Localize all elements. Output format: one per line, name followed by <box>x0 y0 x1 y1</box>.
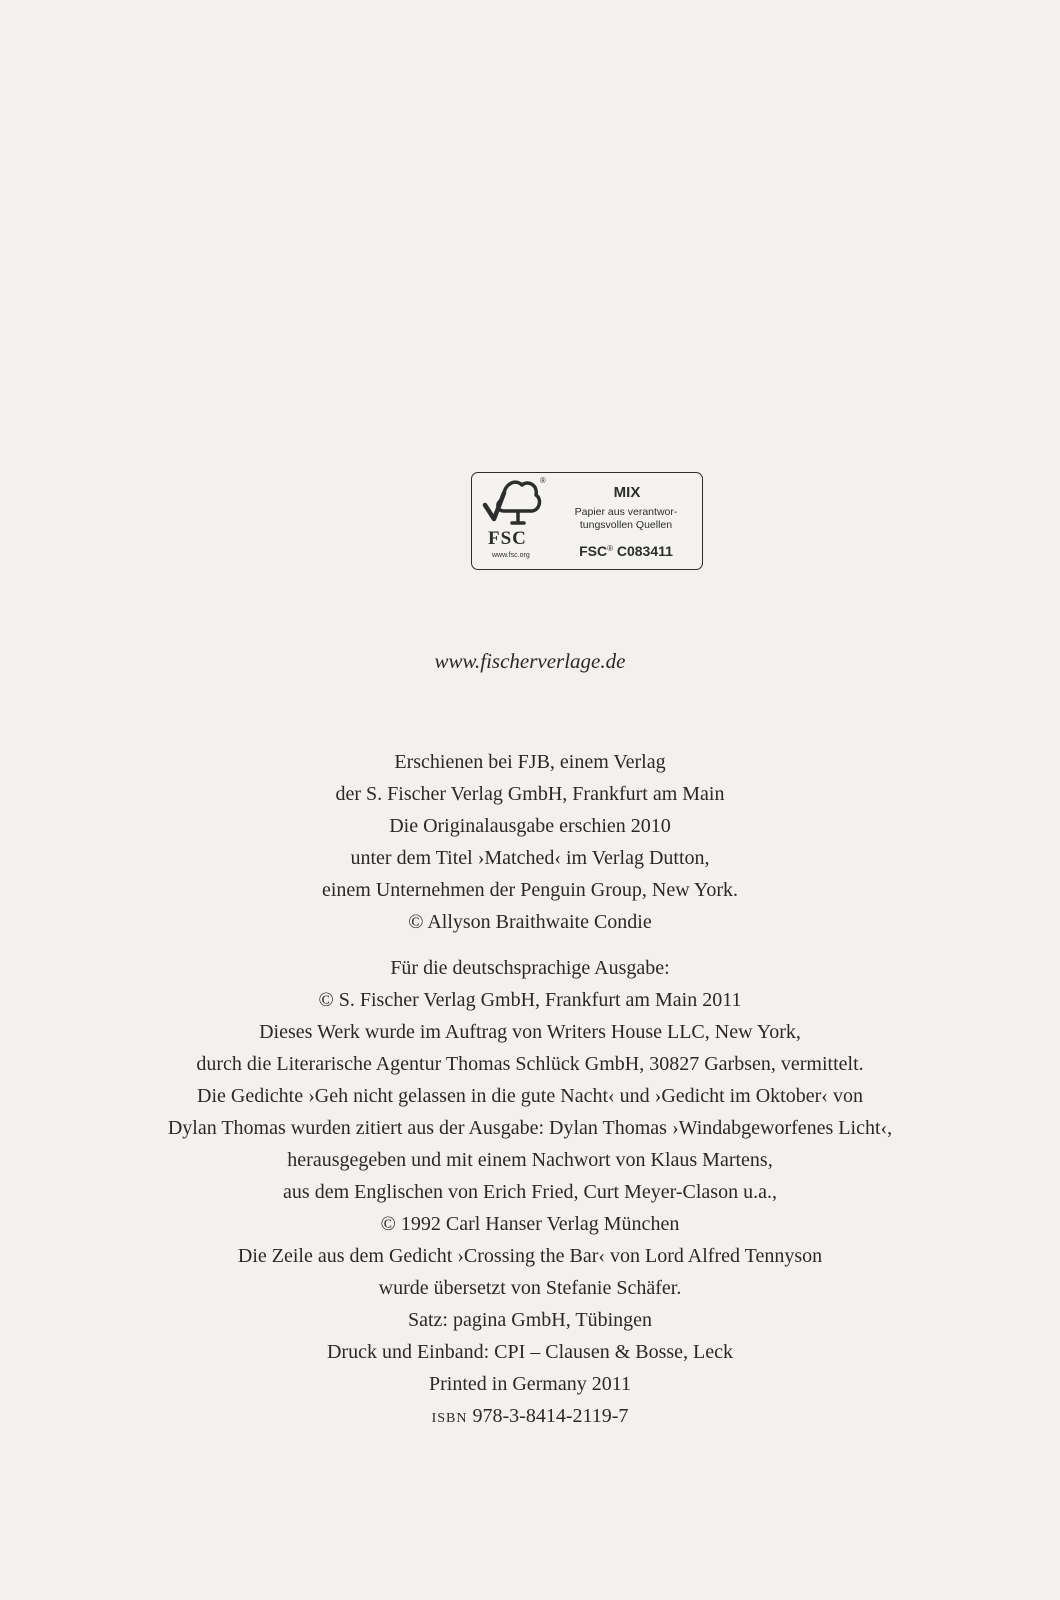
imprint-line: Satz: pagina GmbH, Tübingen <box>407 1309 653 1331</box>
fsc-mix-label: MIX <box>613 484 641 501</box>
fsc-description-line-1: Papier aus verantwor- <box>574 506 678 518</box>
imprint-line: Printed in Germany 2011 <box>428 1373 631 1395</box>
imprint-line: Für die deutschsprachige Ausgabe: <box>390 957 670 979</box>
imprint-line: © 1992 Carl Hanser Verlag München <box>380 1213 680 1235</box>
fsc-tree-checkmark-icon <box>482 479 544 529</box>
imprint-line: Die Originalausgabe erschien 2010 <box>389 815 671 837</box>
fsc-logo-url: www.fsc.org <box>492 552 530 559</box>
isbn-line <box>0 1400 1060 1435</box>
imprint-line: herausgegeben und mit einem Nachwort von Klaus Martens, <box>287 1149 773 1171</box>
imprint-line: aus dem Englischen von Erich Fried, Curt Meyer-Clason u.a., <box>283 1181 777 1203</box>
imprint-line: Erschienen bei FJB, einem Verlag <box>394 751 666 773</box>
imprint-block <box>0 746 1060 1435</box>
fsc-code-number: C083411 <box>616 543 673 559</box>
imprint-line: Die Gedichte ›Geh nicht gelassen in die gute Nacht‹ und ›Gedicht im Oktober‹ von <box>197 1085 863 1107</box>
imprint-line: einem Unternehmen der Penguin Group, New York. <box>321 879 739 901</box>
isbn-label: ISBN <box>431 1411 468 1426</box>
fsc-certification-label <box>471 472 703 570</box>
imprint-line: © Allyson Braithwaite Condie <box>408 911 652 933</box>
fsc-registered-mark: ® <box>540 476 546 485</box>
isbn-number: 978-3-8414-2119-7 <box>472 1405 629 1427</box>
fsc-description-line-2: tungsvollen Quellen <box>579 519 673 531</box>
imprint-line: Druck und Einband: CPI – Clausen & Bosse, Leck <box>326 1341 734 1363</box>
fsc-logo-text: FSC <box>488 528 527 549</box>
publisher-website: www.fischerverlage.de <box>434 649 626 673</box>
imprint-spacer <box>0 938 1060 952</box>
fsc-description <box>556 506 696 532</box>
fsc-code-prefix: FSC <box>579 543 608 559</box>
imprint-line: unter dem Titel ›Matched‹ im Verlag Dutton, <box>350 847 710 869</box>
imprint-line: wurde übersetzt von Stefanie Schäfer. <box>378 1277 682 1299</box>
imprint-line: Die Zeile aus dem Gedicht ›Crossing the Bar‹ von Lord Alfred Tennyson <box>237 1245 823 1267</box>
fsc-code-registered-mark: ® <box>607 544 613 553</box>
fsc-license-code <box>556 544 696 558</box>
imprint-line: durch die Literarische Agentur Thomas Schlück GmbH, 30827 Garbsen, vermittelt. <box>196 1053 864 1075</box>
imprint-line: Dieses Werk wurde im Auftrag von Writers House LLC, New York, <box>259 1021 801 1043</box>
imprint-line: der S. Fischer Verlag GmbH, Frankfurt am Main <box>335 783 725 805</box>
imprint-line: Dylan Thomas wurden zitiert aus der Ausgabe: Dylan Thomas ›Windabgeworfenes Licht‹, <box>167 1117 893 1139</box>
imprint-line: © S. Fischer Verlag GmbH, Frankfurt am Main 2011 <box>318 989 742 1011</box>
